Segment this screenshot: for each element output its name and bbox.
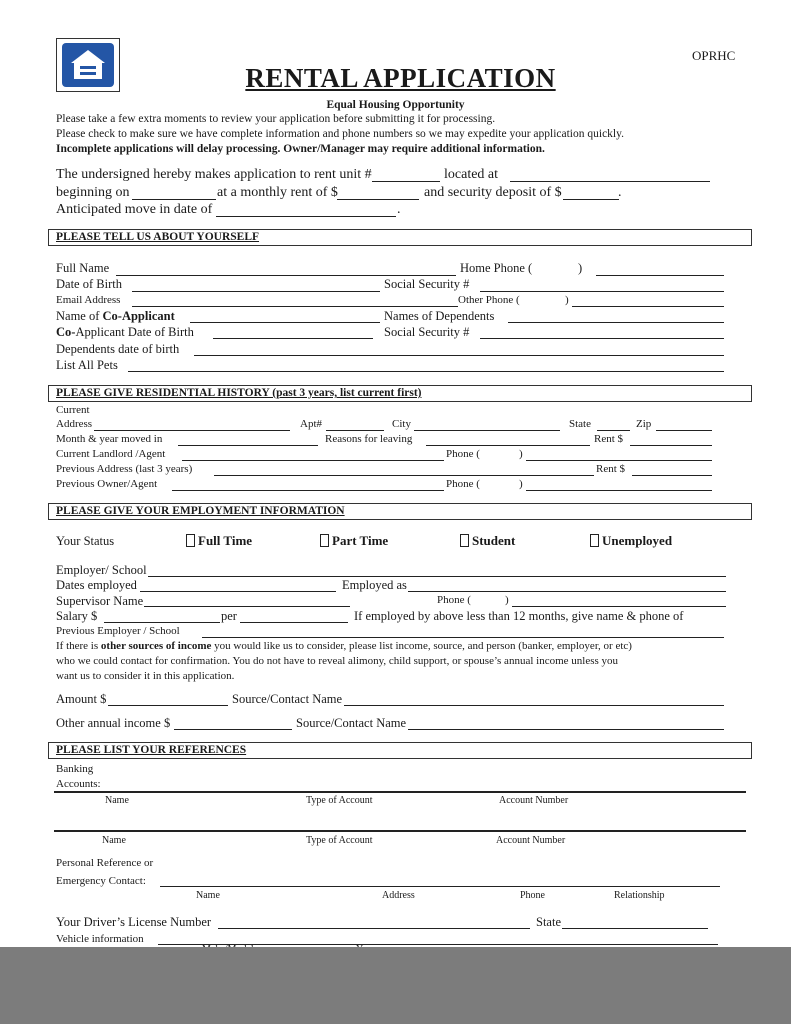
prev-owner-label: Previous Owner/Agent: [56, 478, 158, 490]
prev-employer-label: Previous Employer / School: [56, 625, 180, 637]
unit-text-3a: Anticipated move in date of: [56, 202, 213, 217]
period: .: [618, 185, 622, 200]
current-rent-field[interactable]: [630, 445, 712, 446]
unit-text-1b: located at: [444, 167, 499, 182]
student-label: Student: [472, 533, 516, 548]
other-phone-label: Other Phone (: [458, 294, 520, 306]
student-checkbox[interactable]: [460, 534, 469, 547]
supervisor-phone-field[interactable]: [512, 606, 726, 607]
apt-label: Apt#: [300, 418, 322, 430]
apt-field[interactable]: [326, 430, 384, 431]
moved-in-label: Month & year moved in: [56, 433, 163, 445]
bank-account-1-line[interactable]: [54, 791, 746, 793]
prev-rent-label: Rent $: [596, 463, 626, 475]
section-employment-header: [48, 503, 752, 520]
supervisor-phone-label: Phone (: [437, 594, 471, 606]
full-name-label: Full Name: [56, 261, 110, 275]
rent-label: Rent $: [594, 433, 624, 445]
co-name-prefix: Name of: [56, 309, 103, 323]
prev-owner-field[interactable]: [172, 490, 444, 491]
bottom-gray-band: [0, 947, 791, 1024]
intro-line-2: Please check to make sure we have complete information and phone numbers so we may expedite your application quickly.: [56, 128, 625, 140]
vehicle-label: Vehicle information: [56, 933, 144, 945]
co-dob-prefix: Co-: [56, 325, 76, 339]
pets-field[interactable]: [128, 371, 724, 372]
reasons-field[interactable]: [426, 445, 590, 446]
landlord-phone-label: Phone (: [446, 448, 480, 460]
zip-label: Zip: [636, 418, 652, 430]
security-deposit-field[interactable]: [563, 199, 619, 200]
dates-employed-label: Dates employed: [56, 578, 137, 592]
zip-field[interactable]: [656, 430, 712, 431]
state-label: State: [569, 418, 591, 430]
email-label: Email Address: [56, 294, 121, 306]
other-phone-field[interactable]: [572, 306, 724, 307]
landlord-phone-field[interactable]: [526, 460, 712, 461]
co-applicant-name-label: [56, 309, 175, 324]
pets-label: List All Pets: [56, 358, 118, 372]
unit-number-field[interactable]: [372, 181, 440, 182]
other-annual-label: Other annual income $: [56, 716, 171, 730]
section-history-header: [48, 385, 752, 402]
your-status-label: Your Status: [56, 534, 115, 548]
current-label: Current: [56, 404, 90, 416]
part-time-label: Part Time: [332, 533, 389, 548]
bank-col-number: Account Number: [499, 795, 569, 806]
paren: ): [565, 294, 569, 306]
state-field[interactable]: [597, 430, 630, 431]
amount-field[interactable]: [108, 705, 228, 706]
other-income-text: you would like us to consider, please list income, source, and person (banker, employer, or etc): [211, 640, 632, 652]
other-income-note-1: [56, 640, 632, 652]
bank2-col-number: Account Number: [496, 835, 566, 846]
landlord-field[interactable]: [182, 460, 444, 461]
page-title: RENTAL APPLICATION: [245, 63, 556, 93]
unemployed-checkbox[interactable]: [590, 534, 599, 547]
prev-employer-field[interactable]: [202, 637, 724, 638]
bank2-col-type: Type of Account: [306, 835, 373, 846]
moved-in-field[interactable]: [178, 445, 318, 446]
other-income-text: If there is: [56, 640, 101, 652]
part-time-checkbox[interactable]: [320, 534, 329, 547]
salary-field[interactable]: [104, 622, 220, 623]
ssn-field[interactable]: [480, 291, 724, 292]
salary-label: Salary $: [56, 609, 98, 623]
other-source-label: Source/Contact Name: [296, 716, 407, 730]
full-time-checkbox[interactable]: [186, 534, 195, 547]
home-phone-field[interactable]: [596, 275, 724, 276]
employer-label: Employer/ School: [56, 563, 147, 577]
section-yourself-header: [48, 229, 752, 246]
bank2-col-name: Name: [102, 835, 126, 846]
unit-text-2b: at a monthly rent of $: [217, 185, 338, 200]
employed-as-label: Employed as: [342, 578, 407, 592]
accounts-label: Accounts:: [56, 778, 101, 790]
dependents-dob-field[interactable]: [194, 355, 724, 356]
per-label: per: [221, 609, 237, 623]
prev-owner-phone-field[interactable]: [526, 490, 712, 491]
salary-period-field[interactable]: [240, 622, 348, 623]
prev-address-label: Previous Address (last 3 years): [56, 463, 193, 475]
prev-rent-field[interactable]: [632, 475, 712, 476]
city-field[interactable]: [414, 430, 560, 431]
bank-col-name: Name: [105, 795, 129, 806]
source-label: Source/Contact Name: [232, 692, 343, 706]
ref-col-phone: Phone: [520, 890, 545, 901]
move-in-date-field[interactable]: [216, 216, 396, 217]
dob-field[interactable]: [132, 291, 380, 292]
intro-line-3: Incomplete applications will delay processing. Owner/Manager may require additional information.: [56, 143, 545, 155]
other-income-note-2: who we could contact for confirmation. You do not have to reveal alimony, child support, or spouse’s annual income unless you: [56, 655, 619, 667]
other-source-field[interactable]: [408, 729, 724, 730]
dependents-dob-label: Dependents date of birth: [56, 342, 180, 356]
co-dob-field[interactable]: [213, 338, 373, 339]
unit-text-1a: The undersigned hereby makes application to rent unit #: [56, 167, 372, 182]
unit-text-2c: and security deposit of $: [424, 185, 562, 200]
other-annual-field[interactable]: [174, 729, 292, 730]
employed-as-field[interactable]: [408, 591, 726, 592]
other-income-bold: other sources of income: [100, 640, 212, 652]
paren: ): [505, 594, 509, 606]
amount-label: Amount $: [56, 692, 107, 706]
dependents-names-field[interactable]: [508, 322, 724, 323]
if-employed-note: If employed by above less than 12 months, give name & phone of: [354, 609, 684, 623]
ref-col-address: Address: [382, 890, 415, 901]
landlord-label: Current Landlord /Agent: [56, 448, 166, 460]
personal-ref-label: Personal Reference or: [56, 857, 154, 869]
prev-owner-phone-label: Phone (: [446, 478, 480, 490]
unit-location-field[interactable]: [510, 181, 710, 182]
full-time-label: Full Time: [198, 533, 253, 548]
section-yourself-title: PLEASE TELL US ABOUT YOURSELF: [56, 231, 260, 243]
ref-col-relationship: Relationship: [614, 890, 665, 901]
dates-employed-field[interactable]: [140, 591, 336, 592]
reasons-label: Reasons for leaving: [325, 433, 413, 445]
section-references-title: PLEASE LIST YOUR REFERENCES: [56, 744, 247, 756]
other-income-note-3: want us to consider it in this application.: [56, 670, 235, 682]
co-name-bold: Co-Applicant: [102, 309, 175, 323]
ssn-label: Social Security #: [384, 277, 470, 291]
home-phone-label: Home Phone (: [460, 261, 533, 275]
current-address-field[interactable]: [94, 430, 290, 431]
employer-field[interactable]: [148, 576, 726, 577]
period: .: [397, 202, 401, 217]
address-label: Address: [56, 418, 93, 430]
paren: ): [519, 478, 523, 490]
monthly-rent-field[interactable]: [337, 199, 419, 200]
supervisor-field[interactable]: [144, 606, 350, 607]
license-state-field[interactable]: [562, 928, 708, 929]
co-ssn-label: Social Security #: [384, 325, 470, 339]
paren: ): [578, 261, 583, 275]
email-field[interactable]: [132, 306, 458, 307]
section-history-title: PLEASE GIVE RESIDENTIAL HISTORY (past 3 years, list current first): [56, 387, 422, 399]
bank-account-2-line[interactable]: [54, 830, 746, 832]
page-subtitle: Equal Housing Opportunity: [326, 99, 465, 111]
dependents-names-label: Names of Dependents: [384, 309, 495, 323]
co-dob-text: Applicant Date of Birth: [75, 325, 194, 339]
dob-label: Date of Birth: [56, 277, 122, 291]
emergency-contact-field[interactable]: [160, 886, 720, 887]
banking-label: Banking: [56, 763, 94, 775]
supervisor-label: Supervisor Name: [56, 594, 144, 608]
co-applicant-name-field[interactable]: [190, 322, 380, 323]
unemployed-label: Unemployed: [602, 533, 673, 548]
license-field[interactable]: [218, 928, 530, 929]
paren: ): [519, 448, 523, 460]
bank-col-type: Type of Account: [306, 795, 373, 806]
ref-col-name: Name: [196, 890, 220, 901]
section-employment-title: PLEASE GIVE YOUR EMPLOYMENT INFORMATION: [56, 505, 345, 517]
city-label: City: [392, 418, 411, 430]
source-field[interactable]: [344, 705, 724, 706]
intro-line-1: Please take a few extra moments to review your application before submitting it for processing.: [56, 113, 496, 125]
section-references-header: [48, 742, 752, 759]
beginning-date-field[interactable]: [132, 199, 216, 200]
form-code: OPRHC: [692, 48, 736, 63]
license-state-label: State: [536, 915, 561, 929]
unit-text-2a: beginning on: [56, 185, 130, 200]
license-label: Your Driver’s License Number: [56, 915, 212, 929]
prev-address-field[interactable]: [214, 475, 594, 476]
full-name-field[interactable]: [116, 275, 456, 276]
co-dob-label: [56, 325, 194, 340]
emergency-contact-label: Emergency Contact:: [56, 875, 146, 887]
co-ssn-field[interactable]: [480, 338, 724, 339]
